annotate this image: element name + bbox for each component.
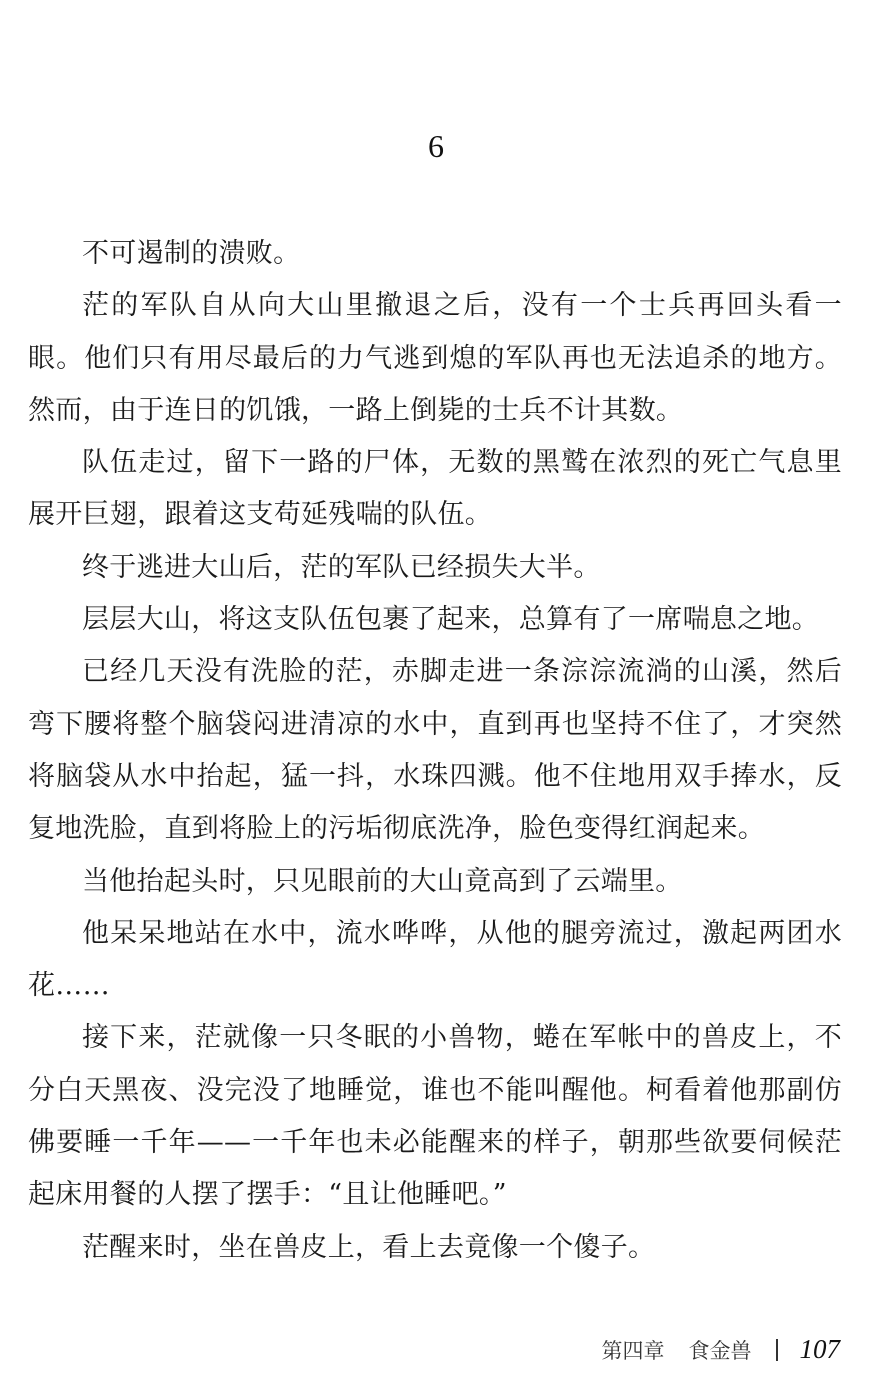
paragraph: 队伍走过，留下一路的尸体，无数的黑鹫在浓烈的死亡气息里展开巨翅，跟着这支苟延残喘的队伍。 <box>28 447 842 531</box>
section-number: 6 <box>428 128 444 164</box>
paragraph: 层层大山，将这支队伍包裹了起来，总算有了一席喘息之地。 <box>82 604 820 636</box>
paragraph: 已经几天没有洗脸的茫，赤脚走进一条淙淙流淌的山溪，然后弯下腰将整个脑袋闷进清凉的水中，直到再也坚持不住了，才突然将脑袋从水中抬起，猛一抖，水珠四溅。他不住地用双手捧水，反复地洗脸，直到将脸上的污垢彻底洗净，脸色变得红润起来。 <box>28 656 842 845</box>
footer-chapter-title: 食金兽 <box>688 1338 752 1363</box>
paragraph: 他呆呆地站在水中，流水哗哗，从他的腿旁流过，激起两团水花…… <box>28 917 842 1002</box>
paragraph: 茫醒来时，坐在兽皮上，看上去竟像一个傻子。 <box>82 1231 656 1263</box>
paragraph: 当他抬起头时，只见眼前的大山竟高到了云端里。 <box>82 865 683 897</box>
paragraph: 不可遏制的溃败。 <box>82 238 301 269</box>
body-text <box>28 228 842 1274</box>
paragraph: 茫的军队自从向大山里撤退之后，没有一个士兵再回头看一眼。他们只有用尽最后的力气逃到熄的军队再也无法追杀的地方。然而，由于连日的饥饿，一路上倒毙的士兵不计其数。 <box>28 290 842 426</box>
paragraph: 终于逃进大山后，茫的军队已经损失大半。 <box>82 551 601 583</box>
footer-divider <box>776 1339 778 1361</box>
paragraph: 接下来，茫就像一只冬眠的小兽物，蜷在军帐中的兽皮上，不分白天黑夜、没完没了地睡觉，谁也不能叫醒他。柯看着他那副仿佛要睡一千年——一千年也未必能醒来的样子，朝那些欲要伺候茫起床用餐的人摆了摆手：“且让他睡吧。” <box>28 1022 842 1211</box>
footer-chapter: 第四章 <box>601 1338 665 1363</box>
page-number: 107 <box>799 1334 840 1364</box>
page-footer <box>602 1334 841 1365</box>
